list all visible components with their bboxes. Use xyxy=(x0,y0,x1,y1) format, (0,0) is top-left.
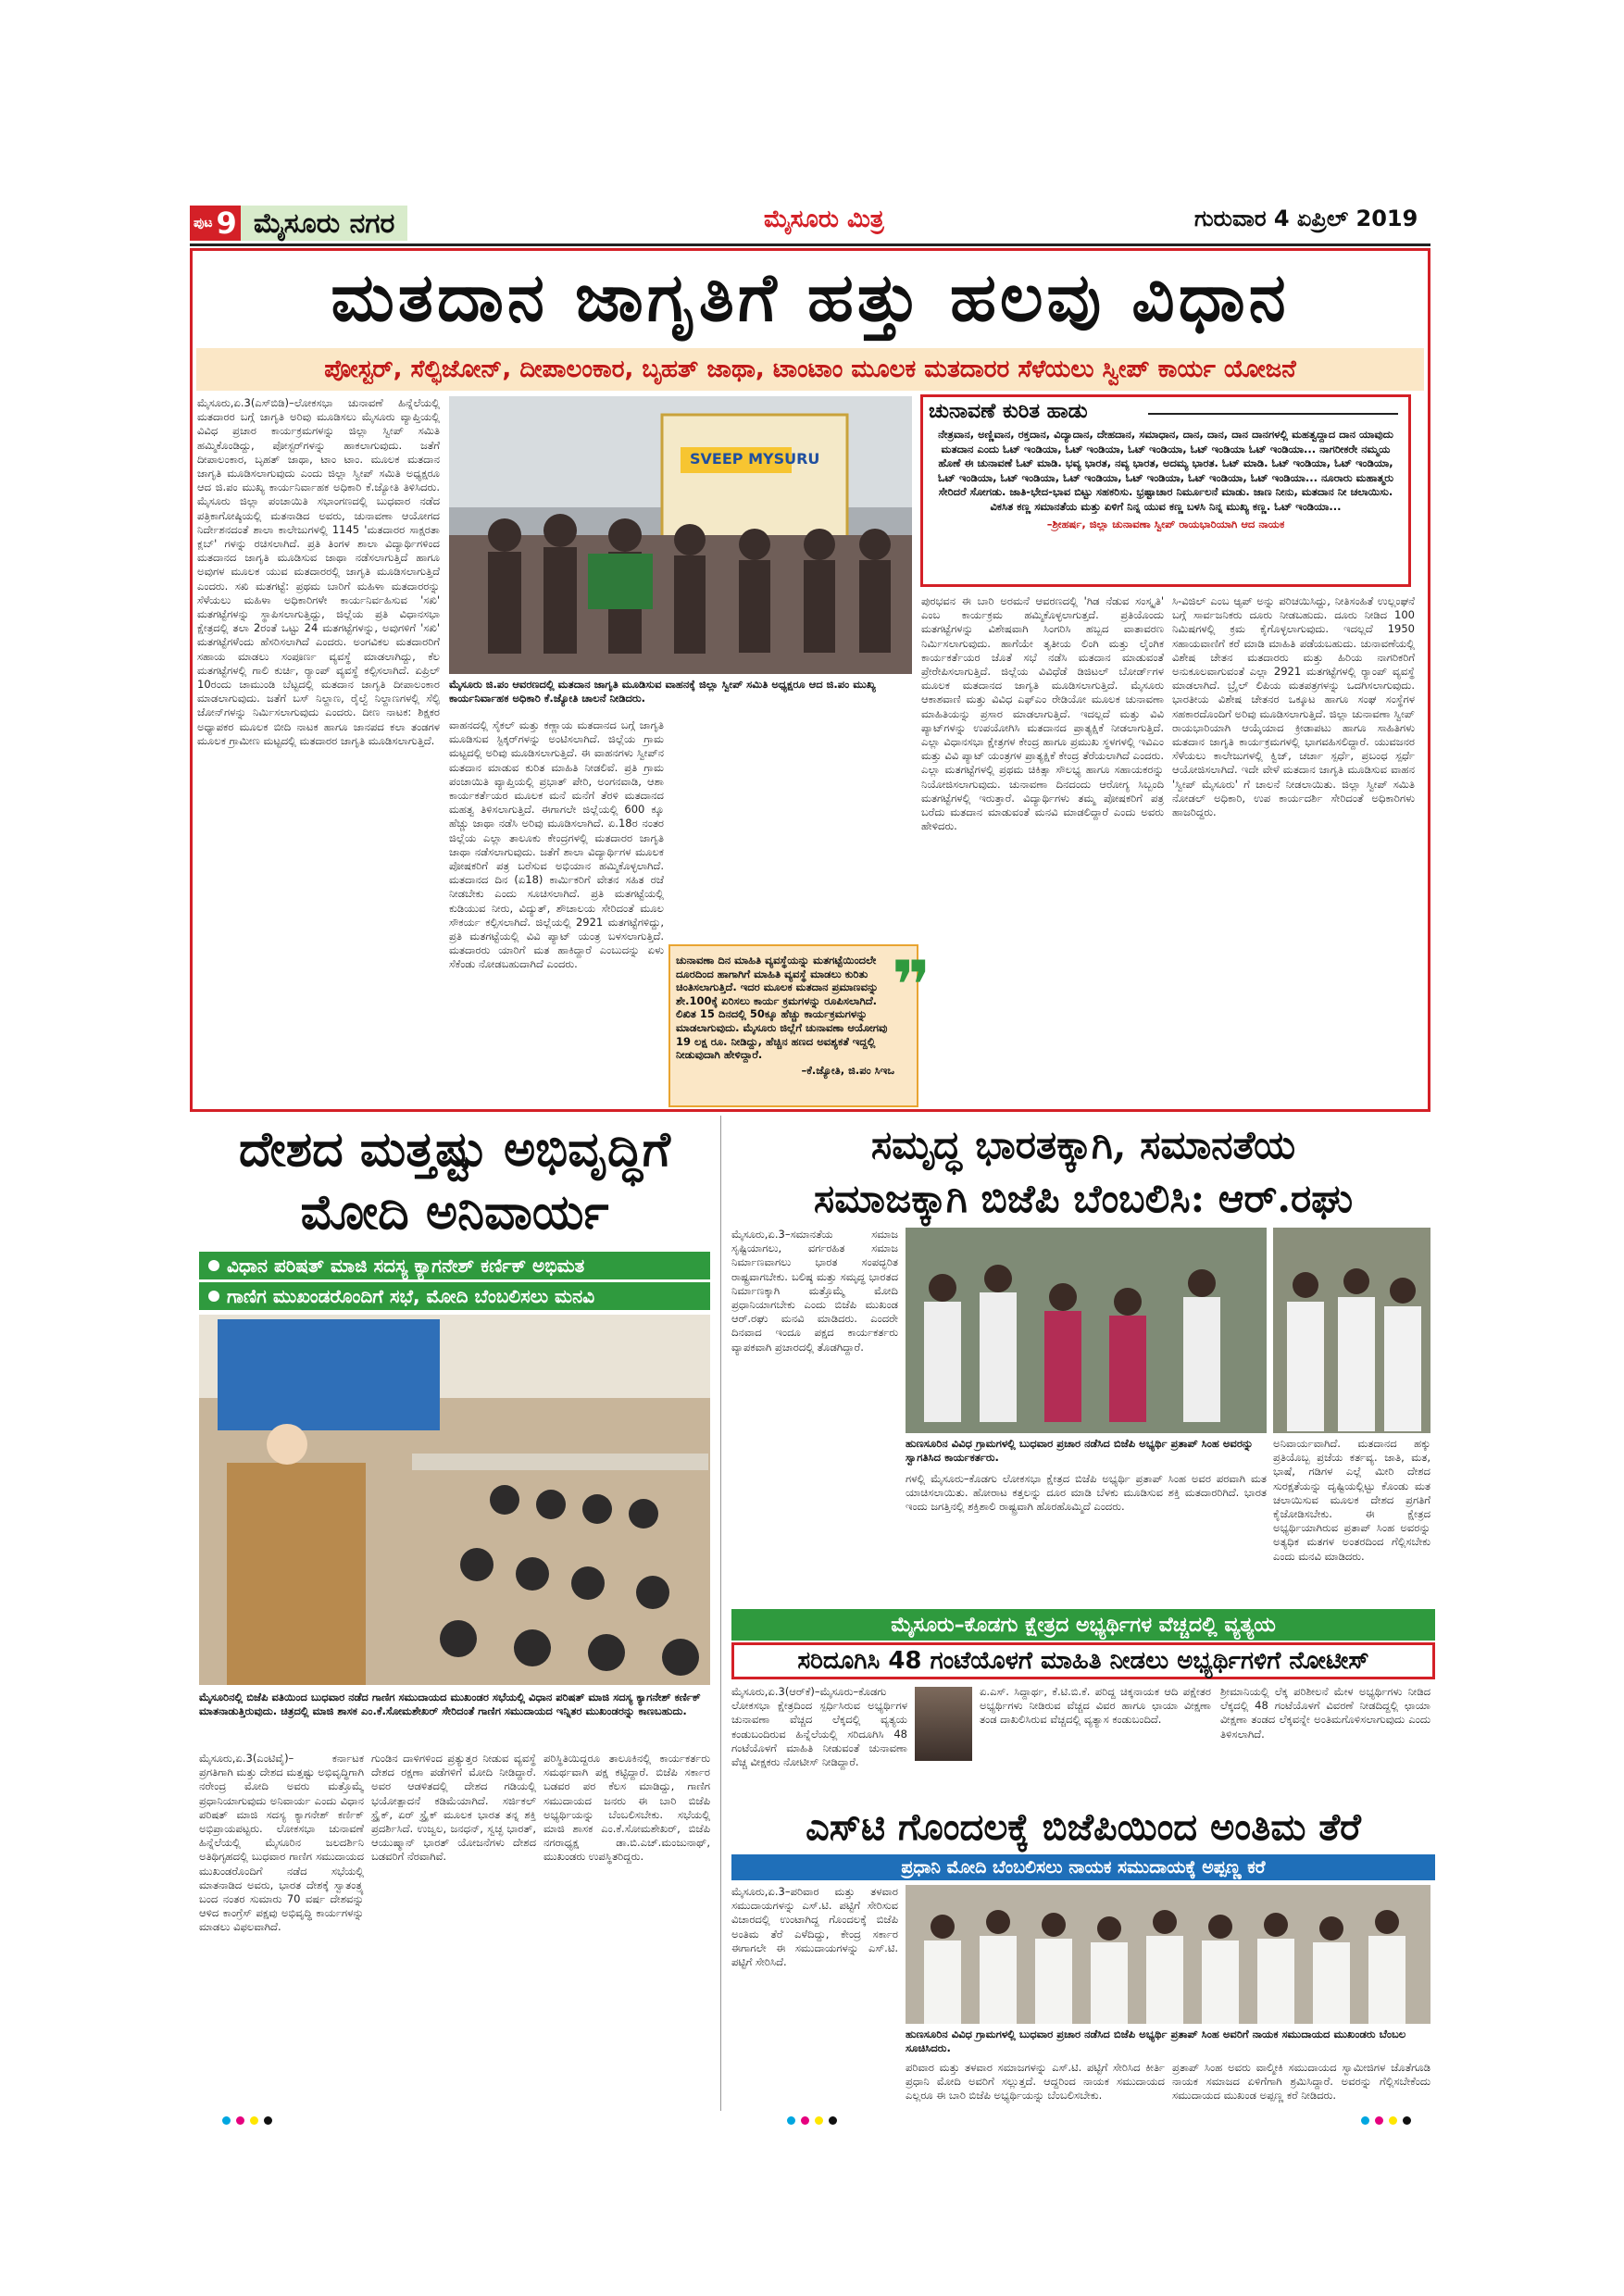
prathap-simha-campaign-photo xyxy=(906,1228,1267,1433)
notice-col3: ಶ್ರೀಮಾನಿಯಲ್ಲಿ ಲೆಕ್ಕ ಪರಿಶೀಲನೆ ಮೇಳ ಅಭ್ಯರ್ಥಿಗಳು ನೀಡಿದ ಲೆಕ್ಕದಲ್ಲಿ 48 ಗಂಟೆಯೊಳಗೆ ವಿವರಣೆ ನೀಡದಿದ್ದಲ್ಲಿ ಛಾಯಾ ವೀಕ್ಷಣಾ ತಂಡದ ಲೆಕ್ಕವನ್ನೇ ಅಂತಿಮಗೊಳಿಸಲಾಗುವುದು ಎಂದು ತಿಳಿಸಲಾಗಿದೆ. xyxy=(1220,1685,1430,1741)
magenta-dot-icon xyxy=(801,2116,809,2125)
raghu-headline-line1: ಸಮೃದ್ಧ ಭಾರತಕ್ಕಾಗಿ, ಸಮಾನತೆಯ xyxy=(870,1122,1296,1167)
song-title: ಚುನಾವಣೆ ಕುರಿತ ಹಾಡು xyxy=(929,400,1088,423)
modi-col2: ಗುಂಡಿನ ದಾಳಿಗಳಿಂದ ಪ್ರತ್ಯುತ್ತರ ನೀಡುವ ವ್ಯವಸ್ಥೆ ದೇಶದ ರಕ್ಷಣಾ ಪಡೆಗಳಿಗೆ ಮೋದಿ ನೀಡಿದ್ದಾರೆ. ಅವರ ಆಡಳಿತದಲ್ಲಿ ದೇಶದ ಗಡಿಯಲ್ಲಿ ಭಯೋತ್ಪಾದನೆ ಕಡಿಮೆಯಾಗಿದೆ. ಸರ್ಜಿಕಲ್ ಸ್ಟ್ರೈಕ್, ಏರ್ ಸ್ಟ್ರೈಕ್ ಮೂಲಕ ಭಾರತ ತನ್ನ ಶಕ್ತಿ ಪ್ರದರ್ಶಿಸಿದೆ. ಉಜ್ವಲ, ಜನಧನ್, ಸ್ವಚ್ಛ ಭಾರತ್, ಆಯುಷ್ಮಾನ್ ಭಾರತ್ ಯೋಜನೆಗಳು ದೇಶದ ಬಡವರಿಗೆ ನೆರವಾಗಿವೆ. xyxy=(371,1752,536,1864)
main-headline: ಮತದಾನ ಜಾಗೃತಿಗೆ ಹತ್ತು ಹಲವು ವಿಧಾನ xyxy=(331,257,1290,336)
quote-attribution: –ಕೆ.ಜ್ಯೋತಿ, ಜಿ.ಪಂ ಸಿಇಒ xyxy=(801,1063,894,1077)
notice-col1: ಮೈಸೂರು,ಏ.3(ಆರ್‌ಕೆ)–ಮೈಸೂರು–ಕೊಡಗು ಲೋಕಸಭಾ ಕ್ಷೇತ್ರದಿಂದ ಸ್ಪರ್ಧಿಸಿರುವ ಅಭ್ಯರ್ಥಿಗಳ ಚುನಾವಣಾ ವೆಚ್ಚದ ಲೆಕ್ಕದಲ್ಲಿ ವ್ಯತ್ಯಯ ಕಂಡುಬಂದಿರುವ ಹಿನ್ನೆಲೆಯಲ್ಲಿ ಸರಿದೂಗಿಸಿ 48 ಗಂಟೆಯೊಳಗೆ ಮಾಹಿತಿ ನೀಡುವಂತೆ ಚುನಾವಣಾ ವೆಚ್ಚ ವೀಕ್ಷಕರು ನೋಟೀಸ್ ನೀಡಿದ್ದಾರೆ. xyxy=(731,1685,907,1769)
section-name: ಮೈಸೂರು ನಗರ xyxy=(241,206,408,241)
black-dot-icon xyxy=(829,2116,837,2125)
page-header-left xyxy=(190,206,407,241)
bullet-1 xyxy=(199,1252,710,1279)
cyan-dot-icon xyxy=(1361,2116,1369,2125)
black-dot-icon xyxy=(264,2116,272,2125)
modi-headline-line2: ಮೋದಿ ಅನಿವಾರ್ಯ xyxy=(300,1184,609,1241)
song-author: –ಶ್ರೀಹರ್ಷ, ಜಿಲ್ಲಾ ಚುನಾವಣಾ ಸ್ವೀಪ್ ರಾಯಭಾರಿಯಾಗಿ ಆದ ನಾಯಕ xyxy=(1046,517,1285,530)
modi-headline xyxy=(199,1118,710,1244)
cyan-dot-icon xyxy=(222,2116,231,2125)
ganiga-meeting-photo xyxy=(199,1315,710,1685)
black-dot-icon xyxy=(1403,2116,1411,2125)
nayaka-illustration xyxy=(906,1885,1430,2024)
page-label: ಪುಟ xyxy=(194,216,213,231)
sweep-vehicle-photo xyxy=(449,396,912,674)
modi-col3: ಪರಿಸ್ಥಿತಿಯಿದ್ದರೂ ತಾಲೂಕಿನಲ್ಲಿ ಕಾರ್ಯಕರ್ತರು ಸಮರ್ಥವಾಗಿ ಪಕ್ಷ ಕಟ್ಟಿದ್ದಾರೆ. ಬಿಜೆಪಿ ಸರ್ಕಾರ ಬಡವರ ಪರ ಕೆಲಸ ಮಾಡಿದ್ದು, ಗಾಣಿಗ ಸಮುದಾಯದ ಜನರು ಈ ಬಾರಿ ಬಿಜೆಪಿ ಅಭ್ಯರ್ಥಿಯನ್ನು ಬೆಂಬಲಿಸಬೇಕು. ಸಭೆಯಲ್ಲಿ ಮಾಜಿ ಶಾಸಕ ಎಂ.ಕೆ.ಸೋಮಶೇಖರ್, ಬಿಜೆಪಿ ನಗರಾಧ್ಯಕ್ಷ ಡಾ.ಬಿ.ಎಚ್.ಮಂಜುನಾಥ್, ಮುಖಂಡರು ಉಪಸ್ಥಿತರಿದ್ದರು. xyxy=(543,1752,710,1864)
st-headline: ಎಸ್‌ಟಿ ಗೊಂದಲಕ್ಕೆ ಬಿಜೆಪಿಯಿಂದ ಅಂತಿಮ ತೆರೆ xyxy=(806,1805,1361,1849)
modi-bullets xyxy=(199,1252,710,1313)
nayaka-caption: ಹುಣಸೂರಿನ ವಿವಿಧ ಗ್ರಾಮಗಳಲ್ಲಿ ಬುಧವಾರ ಪ್ರಚಾರ ನಡೆಸಿದ ಬಿಜೆಪಿ ಅಭ್ಯರ್ಥಿ ಪ್ರತಾಪ್ ಸಿಂಹ ಅವರಿಗೆ ನಾಯಕ ಸಮುದಾಯದ ಮುಖಂಡರು ಬೆಂಬಲ ಸೂಚಿಸಿದರು. xyxy=(906,2028,1406,2054)
main-story-col1: ಮೈಸೂರು,ಏ.3(ಎಸ್‌ಬಿಡಿ)–ಲೋಕಸಭಾ ಚುನಾವಣೆ ಹಿನ್ನೆಲೆಯಲ್ಲಿ ಮತದಾರರ ಬಗ್ಗೆ ಜಾಗೃತಿ ಅರಿವು ಮೂಡಿಸಲು ಮೈಸೂರು ವ್ಯಾಪ್ತಿಯಲ್ಲಿ ವಿವಿಧ ಪ್ರಚಾರ ಕಾರ್ಯಕ್ರಮಗಳನ್ನು ಜಿಲ್ಲಾ ಸ್ವೀಪ್ ಸಮಿತಿ ಹಮ್ಮಿಕೊಂಡಿದ್ದು, ಪೋಸ್ಟರ್‌ಗಳನ್ನು ಹಾಕಲಾಗುವುದು. ಜತೆಗೆ ದೀಪಾಲಂಕಾರ, ಬೃಹತ್ ಜಾಥಾ, ಟಾಂ ಟಾಂ. ಮೂಲಕ ಮತದಾನ ಜಾಗೃತಿ ಮೂಡಿಸಲಾಗುವುದು ಎಂದು ಜಿಲ್ಲಾ ಸ್ವೀಪ್ ಸಮಿತಿ ಅಧ್ಯಕ್ಷರೂ ಆದ ಜಿ.ಪಂ ಮುಖ್ಯ ಕಾರ್ಯನಿರ್ವಾಹಕ ಅಧಿಕಾರಿ ಕೆ.ಜ್ಯೋತಿ ತಿಳಿಸಿದರು. ಮೈಸೂರು ಜಿಲ್ಲಾ ಪಂಚಾಯಿತಿ ಸಭಾಂಗಣದಲ್ಲಿ ಬುಧವಾರ ನಡೆದ ಪತ್ರಿಕಾಗೋಷ್ಠಿಯಲ್ಲಿ ಮತನಾಡಿದ ಅವರು, ಚುನಾವಣಾ ಆಯೋಗದ ನಿರ್ದೇಶನದಂತೆ ಶಾಲಾ ಕಾಲೇಜುಗಳಲ್ಲಿ 1145 'ಮತದಾರರ ಸಾಕ್ಷರತಾ ಕ್ಲಬ್' ಗಳನ್ನು ರಚಿಸಲಾಗಿದೆ. ಪ್ರತಿ ತಿಂಗಳ ಶಾಲಾ ವಿದ್ಯಾರ್ಥಿಗಳಿಂದ ಮತದಾನದ ಜಾಗೃತಿ ಮೂಡಿಸುವ ಜಾಥಾ ನಡೆಸಲಾಗುತ್ತಿದೆ ಹಾಗೂ ಅವುಗಳ ಮೂಲಕ ಯುವ ಮತದಾರರಲ್ಲಿ ಜಾಗೃತಿ ಮೂಡಿಸಲಾಗುತ್ತಿದೆ ಎಂದರು. ಸಖಿ ಮತಗಟ್ಟೆ: ಪ್ರಥಮ ಬಾರಿಗೆ ಮಹಿಳಾ ಮತದಾರರನ್ನು ಸೆಳೆಯಲು ಮಹಿಳಾ ಅಧಿಕಾರಿಗಳೇ ಕಾರ್ಯನಿರ್ವಹಿಸುವ 'ಸಖಿ' ಮತಗಟ್ಟೆಗಳನ್ನು ಸ್ಥಾಪಿಸಲಾಗುತ್ತಿದ್ದು, ಜಿಲ್ಲೆಯ ಪ್ರತಿ ವಿಧಾನಸಭಾ ಕ್ಷೇತ್ರದಲ್ಲಿ ತಲಾ 2ರಂತೆ ಒಟ್ಟು 24 ಮತಗಟ್ಟೆಗಳನ್ನು, ಅವುಗಳಿಗೆ 'ಸಖಿ' ಮತಗಟ್ಟೆಗಳೆಂದು ಹೆಸರಿಸಲಾಗಿದೆ ಎಂದರು. ಅಂಗವಿಕಲ ಮತದಾರರಿಗೆ ಸಹಾಯ ಮಾಡಲು ಸಂಪೂರ್ಣ ವ್ಯವಸ್ಥೆ ಮಾಡಲಾಗಿದ್ದು, ಕೆಲ ಮತಗಟ್ಟೆಗಳಲ್ಲಿ ಗಾಲಿ ಕುರ್ಚಿ, ರ‍್ಯಾಂಪ್ ವ್ಯವಸ್ಥೆ ಕಲ್ಪಿಸಲಾಗಿದೆ. ಏಪ್ರಿಲ್ 10ರಂದು ಚಾಮುಂಡಿ ಬೆಟ್ಟದಲ್ಲಿ ಮತದಾನ ಜಾಗೃತಿ ದೀಪಾಲಂಕಾರ ಮಾಡಲಾಗುವುದು. ಜತೆಗೆ ಬಸ್ ನಿಲ್ದಾಣ, ರೈಲ್ವೆ ನಿಲ್ದಾಣಗಳಲ್ಲಿ ಸೆಲ್ಫಿ ಜೋನ್‌ಗಳನ್ನು ನಿರ್ಮಿಸಲಾಗುವುದು ಎಂದರು. ದೀಣ ನಾಟಕ: ಶಿಕ್ಷಕರ ಅಧ್ಯಾಪಕರ ಮೂಲಕ ಬೀದಿ ನಾಟಕ ಹಾಗೂ ಜಾನಪದ ಕಲಾ ತಂಡಗಳ ಮೂಲಕ ಗ್ರಾಮೀಣ ಮಟ್ಟದಲ್ಲಿ ಮತದಾರರ ಜಾಗೃತಿ ಮೂಡಿಸಲಾಗುತ್ತಿದೆ. xyxy=(197,396,440,747)
header-rule xyxy=(190,243,1430,246)
bullet-2-text: ಗಾಣಿಗ ಮುಖಂಡರೊಂದಿಗೆ ಸಭೆ, ಮೋದಿ ಬೆಂಬಲಿಸಲು ಮನವಿ xyxy=(227,1285,595,1307)
modi-col1: ಮೈಸೂರು,ಏ.3(ಎಂಟಿವೈ)– ಕರ್ನಾಟಕ ಪ್ರಗತಿಗಾಗಿ ಮತ್ತು ದೇಶದ ಮತ್ತಷ್ಟು ಅಭಿವೃದ್ಧಿಗಾಗಿ ನರೇಂದ್ರ ಮೋದಿ ಅವರು ಮತ್ತೊಮ್ಮೆ ಪ್ರಧಾನಿಯಾಗುವುದು ಅನಿವಾರ್ಯ ಎಂದು ವಿಧಾನ ಪರಿಷತ್ ಮಾಜಿ ಸದಸ್ಯ ಕ್ಯಾಗನೇಶ್ ಕರ್ಣಿಕ್ ಅಭಿಪ್ರಾಯಪಟ್ಟರು. ಲೋಕಸಭಾ ಚುನಾವಣೆ ಹಿನ್ನೆಲೆಯಲ್ಲಿ ಮೈಸೂರಿನ ಜಲದರ್ಶಿನಿ ಅತಿಥಿಗೃಹದಲ್ಲಿ ಬುಧವಾರ ಗಾಣಿಗ ಸಮುದಾಯದ ಮುಖಂಡರೊಂದಿಗೆ ನಡೆದ ಸಭೆಯಲ್ಲಿ ಮಾತನಾಡಿದ ಅವರು, ಭಾರತ ದೇಶಕ್ಕೆ ಸ್ವಾತಂತ್ರ್ಯ ಬಂದ ನಂತರ ಸುಮಾರು 70 ವರ್ಷ ದೇಶವನ್ನು ಆಳಿದ ಕಾಂಗ್ರೆಸ್ ಪಕ್ಷವು ಅಭಿವೃದ್ಧಿ ಕಾರ್ಯಗಳನ್ನು ಮಾಡಲು ವಿಫಲವಾಗಿದೆ. xyxy=(199,1752,364,1934)
song-lyrics-text: ನೇತ್ರವಾನ, ಅಣ್ಣಿವಾನ, ರಕ್ತದಾನ, ವಿದ್ಯಾದಾನ, ದೇಹದಾನ, ಸಮಾಧಾನ, ದಾನ, ದಾನ, ದಾನ ದಾನಗಳಲ್ಲಿ ಮಹತ್ವದ್ದಾದ ದಾನ ಯಾವುದು ಮತದಾನ ಎಂದು ಓಟ್ ಇಂಡಿಯಾ, ಓಟ್ ಇಂಡಿಯಾ, ಓಟ್ ಇಂಡಿಯಾ, ಓಟ್ ಇಂಡಿಯಾ ಓಟ್ ಇಂಡಿಯಾ... ನಾಗರೀಕರೇ ನಮ್ಮಯ ಹೊಣೆ ಈ ಚುನಾವಣೆ ಓಟ್ ಮಾಡಿ. ಭವ್ಯ ಭಾರತ, ನವ್ಯ ಭಾರತ, ಅದಮ್ಯ ಭಾರತ. ಓಟ್ ಮಾಡಿ. ಓಟ್ ಇಂಡಿಯಾ, ಓಟ್ ಇಂಡಿಯಾ, ಓಟ್ ಇಂಡಿಯಾ, ಓಟ್ ಇಂಡಿಯಾ, ಓಟ್ ಇಂಡಿಯಾ, ಓಟ್ ಇಂಡಿಯಾ, ಓಟ್ ಇಂಡಿಯಾ, ಓಟ್ ಇಂಡಿಯಾ... ನೂರಾರು ಮಹಾತ್ಮರು ಸೇರಿದರೆ ಸೋಗಡು. ಜಾತಿ-ಭೇದ-ಭಾವ ಬಿಟ್ಟು ಸಹಕರಿಸು. ಭ್ರಷ್ಟಾಚಾರ ನಿರ್ಮೂಲನೆ ಮಾಡು. ಜಾಣ ನೀನು, ಮತದಾನ ನೀ ಚಲಾಯಿಸು. ವಿಕಸಿತ ಕಣ್ಣ ಸಮಾನತೆಯ ಮತ್ತು ಏಳಿಗೆ ನಿನ್ನ ಯುವ ಕಣ್ಣ ಬಳಸಿ ನಿನ್ನ ಮುಖ್ಯ ಕಣ್ಣ. ಓಟ್ ಇಂಡಿಯಾ... xyxy=(937,428,1394,513)
newspaper-logo: ಮೈಸೂರು ಮಿತ್ರ xyxy=(764,206,884,233)
magenta-dot-icon xyxy=(1375,2116,1383,2125)
yellow-dot-icon xyxy=(1389,2116,1397,2125)
supporters-illustration xyxy=(1273,1228,1430,1433)
bullet-1-text: ವಿಧಾನ ಪರಿಷತ್ ಮಾಜಿ ಸದಸ್ಯ ಕ್ಯಾಗನೇಶ್ ಕರ್ಣಿಕ್ ಅಭಿಮತ xyxy=(227,1254,585,1277)
quote-text: ಚುನಾವಣಾ ದಿನ ಮಾಹಿತಿ ವ್ಯವಸ್ಥೆಯನ್ನು ಮತಗಟ್ಟೆಯಿಂದಲೇ ದೂರದಿಂದ ಹಾಗಾಗಿಗೆ ಮಾಹಿತಿ ವ್ಯವಸ್ಥೆ ಮಾಡಲು ಕುರಿತು ಚಿಂತಿಸಲಾಗುತ್ತಿದೆ. ಇದರ ಮೂಲಕ ಮತದಾನ ಪ್ರಮಾಣವನ್ನು ಶೇ.100ಕ್ಕೆ ಏರಿಸಲು ಕಾರ್ಯ ಕ್ರಮಗಳನ್ನು ರೂಪಿಸಲಾಗಿದೆ. ಲಿಖಿತ 15 ದಿನದಲ್ಲಿ 50ಕ್ಕೂ ಹೆಚ್ಚು ಕಾರ್ಯಕ್ರಮಗಳನ್ನು ಮಾಡಲಾಗುವುದು. ಮೈಸೂರು ಜಿಲ್ಲೆಗೆ ಚುನಾವಣಾ ಆಯೋಗವು 19 ಲಕ್ಷ ರೂ. ನೀಡಿದ್ದು, ಹೆಚ್ಚಿನ ಹಣದ ಅವಶ್ಯಕತೆ ಇದ್ದಲ್ಲಿ ನೀಡುವುದಾಗಿ ಹೇಳಿದ್ದಾರೆ. xyxy=(676,954,888,1062)
registration-marks-left xyxy=(222,2116,272,2125)
st-col3: ಪ್ರತಾಪ್ ಸಿಂಹ ಅವರು ವಾಲ್ಮೀಕಿ ಸಮುದಾಯದ ಸ್ವಾಮೀಜಿಗಳ ಜೊತೆಗೂಡಿ ನಾಯಕ ಸಮಾಜದ ಏಳಿಗೆಗಾಗಿ ಶ್ರಮಿಸಿದ್ದಾರೆ. ಅವರನ್ನು ಗೆಲ್ಲಿಸಬೇಕೆಂದು ಸಮುದಾಯದ ಮುಖಂಡ ಅಪ್ಪಣ್ಣ ಕರೆ ನೀಡಿದರು. xyxy=(1172,2061,1430,2103)
modi-headline-line1: ದೇಶದ ಮತ್ತಷ್ಟು ಅಭಿವೃದ್ಧಿಗೆ xyxy=(238,1121,671,1178)
quote-mark-icon: ❞ xyxy=(892,946,931,1024)
page-number-badge xyxy=(190,206,241,241)
registration-marks-center xyxy=(787,2116,837,2125)
notice-col2: ಏ.ಎಸ್. ಸಿದ್ದಾರ್ಥ, ಕೆ.ಟಿ.ಬಿ.ಕೆ. ಪರಿದ್ದ ಚಿಕ್ಕನಾಯಕ ಆದಿ ಪಕ್ಷೇತರ ಅಭ್ಯರ್ಥಿಗಳು ನೀಡಿರುವ ವೆಚ್ಚದ ವಿವರ ಹಾಗೂ ಛಾಯಾ ವೀಕ್ಷಣಾ ತಂಡ ದಾಖಲಿಸಿರುವ ವೆಚ್ಚದಲ್ಲಿ ವ್ಯತ್ಯಾಸ ಕಂಡುಬಂದಿದೆ. xyxy=(980,1685,1211,1727)
campaign-illustration xyxy=(906,1228,1267,1433)
ceo-quote xyxy=(676,954,894,1102)
notice-strapline: ಮೈಸೂರು–ಕೊಡಗು ಕ್ಷೇತ್ರದ ಅಭ್ಯರ್ಥಿಗಳ ವೆಚ್ಚದಲ್ಲಿ ವ್ಯತ್ಯಯ xyxy=(731,1609,1435,1641)
main-strapline: ಪೋಸ್ಟರ್, ಸೆಲ್ಫಿಜೋನ್, ದೀಪಾಲಂಕಾರ, ಬೃಹತ್ ಜಾಥಾ, ಟಾಂಟಾಂ ಮೂಲಕ ಮತದಾರರ ಸೆಳೆಯಲು ಸ್ವೀಪ್ ಕಾರ್ಯ ಯೋಜನೆ xyxy=(196,348,1424,391)
campaign-caption: ಹುಣಸೂರಿನ ವಿವಿಧ ಗ್ರಾಮಗಳಲ್ಲಿ ಬುಧವಾರ ಪ್ರಚಾರ ನಡೆಸಿದ ಬಿಜೆಪಿ ಅಭ್ಯರ್ಥಿ ಪ್ರತಾಪ್ ಸಿಂಹ ಅವರನ್ನು ಸ್ವಾಗತಿಸಿದ ಕಾರ್ಯಕರ್ತರು. xyxy=(906,1437,1254,1464)
magenta-dot-icon xyxy=(236,2116,244,2125)
page-number: 9 xyxy=(216,206,237,241)
bullet-dot-icon xyxy=(208,1291,219,1302)
song-lyrics xyxy=(930,428,1402,576)
yellow-dot-icon xyxy=(815,2116,823,2125)
ganiga-caption: ಮೈಸೂರಿನಲ್ಲಿ ಬಿಜೆಪಿ ವತಿಯಿಂದ ಬುಧವಾರ ನಡೆದ ಗಾಣಿಗ ಸಮುದಾಯದ ಮುಖಂಡರ ಸಭೆಯಲ್ಲಿ ವಿಧಾನ ಪರಿಷತ್ ಮಾಜಿ ಸದಸ್ಯ ಕ್ಯಾಗನೇಶ್ ಕರ್ಣಿಕ್ ಮಾತನಾಡುತ್ತಿರುವುದು. ಚಿತ್ರದಲ್ಲಿ ಮಾಜಿ ಶಾಸಕ ಎಂ.ಕೆ.ಸೋಮಶೇಖರ್ ಸೇರಿದಂತೆ ಗಾಣಿಗ ಸಮುದಾಯದ ಇನ್ನಿತರ ಮುಖಂಡರನ್ನು ಕಾಣಬಹುದು. xyxy=(199,1691,701,1717)
officer-portrait xyxy=(915,1687,972,1761)
issue-date: ಗುರುವಾರ 4 ಏಪ್ರಿಲ್ 2019 xyxy=(1194,206,1418,231)
st-col2: ಪರಿವಾರ ಮತ್ತು ತಳವಾರ ಸಮಾಜಗಳನ್ನು ಎಸ್.ಟಿ. ಪಟ್ಟಿಗೆ ಸೇರಿಸಿದ ಕೀರ್ತಿ ಪ್ರಧಾನಿ ಮೋದಿ ಅವರಿಗೆ ಸಲ್ಲುತ್ತದೆ. ಆದ್ದರಿಂದ ನಾಯಕ ಸಮುದಾಯದ ಎಲ್ಲರೂ ಈ ಬಾರಿ ಬಿಜೆಪಿ ಅಭ್ಯರ್ಥಿಯನ್ನು ಬೆಂಬಲಿಸಬೇಕು. xyxy=(906,2061,1165,2103)
raghu-headline xyxy=(731,1118,1435,1226)
raghu-col1: ಮೈಸೂರು,ಏ.3–ಸಮಾನತೆಯ ಸಮಾಜ ಸೃಷ್ಟಿಯಾಗಲು, ವರ್ಗರಹಿತ ಸಮಾಜ ನಿರ್ಮಾಣವಾಗಲು ಭಾರತ ಸಂಪದ್ಭರಿತ ರಾಷ್ಟ್ರವಾಗಬೇಕು. ಬಲಿಷ್ಠ ಮತ್ತು ಸಮೃದ್ಧ ಭಾರತದ ನಿರ್ಮಾಣಕ್ಕಾಗಿ ಮತ್ತೊಮ್ಮೆ ಮೋದಿ ಪ್ರಧಾನಿಯಾಗಬೇಕು ಎಂದು ಬಿಜೆಪಿ ಮುಖಂಡ ಆರ್.ರಘು ಮನವಿ ಮಾಡಿದರು. ಎಂದರೇ ದಿನವಾದ ಇಂದೂ ಪಕ್ಷದ ಕಾರ್ಯಕರ್ತರು ವ್ಯಾಪಕವಾಗಿ ಪ್ರಚಾರದಲ್ಲಿ ತೊಡಗಿದ್ದಾರೆ. xyxy=(731,1228,898,1354)
photo1-caption: ಮೈಸೂರು ಜಿ.ಪಂ ಆವರಣದಲ್ಲಿ ಮತದಾನ ಜಾಗೃತಿ ಮೂಡಿಸುವ ವಾಹನಕ್ಕೆ ಜಿಲ್ಲಾ ಸ್ವೀಪ್ ಸಮಿತಿ ಅಧ್ಯಕ್ಷರೂ ಆದ ಜಿ.ಪಂ ಮುಖ್ಯ ಕಾರ್ಯನಿರ್ವಾಹಕ ಅಧಿಕಾರಿ ಕೆ.ಜ್ಯೋತಿ ಚಾಲನೆ ನೀಡಿದರು. xyxy=(449,678,876,705)
registration-marks-right xyxy=(1361,2116,1411,2125)
main-story-col2: ವಾಹನದಲ್ಲಿ ಸೈಕಲ್ ಮತ್ತು ಕಣ್ಣಾಯ ಮತದಾನದ ಬಗ್ಗೆ ಜಾಗೃತಿ ಮೂಡಿಸುವ ಸ್ಟಿಕ್ಕರ್‌ಗಳನ್ನು ಅಂಟಿಸಲಾಗಿದೆ. ಜಿಲ್ಲೆಯ ಗ್ರಾಮ ಮಟ್ಟದಲ್ಲಿ ಅರಿವು ಮೂಡಿಸಲಾಗುತ್ತಿದೆ. ಈ ವಾಹನಗಳು ಸ್ವೀಪ್‌ನ ಮತದಾನ ಮಾಡುವ ಕುರಿತ ಮಾಹಿತಿ ನೀಡಲಿವೆ. ಪ್ರತಿ ಗ್ರಾಮ ಪಂಚಾಯಿತಿ ವ್ಯಾಪ್ತಿಯಲ್ಲಿ ಪ್ರಭಾತ್ ಪೇರಿ, ಅಂಗನವಾಡಿ, ಆಶಾ ಕಾರ್ಯಕರ್ತೆಯರ ಮೂಲಕ ಮನೆ ಮನೆಗೆ ತೆರಳಿ ಮತದಾನದ ಮಹತ್ವ ತಿಳಿಸಲಾಗುತ್ತಿದೆ. ಈಗಾಗಲೇ ಜಿಲ್ಲೆಯಲ್ಲಿ 600 ಕ್ಕೂ ಹೆಚ್ಚು ಜಾಥಾ ನಡೆಸಿ ಅರಿವು ಮೂಡಿಸಲಾಗಿದೆ. ಏ.18ರ ನಂತರ ಜಿಲ್ಲೆಯ ಎಲ್ಲಾ ತಾಲೂಕು ಕೇಂದ್ರಗಳಲ್ಲಿ ಮತದಾರರ ಜಾಗೃತಿ ಜಾಥಾ ನಡೆಸಲಾಗುವುದು. ಜತೆಗೆ ಶಾಲಾ ವಿದ್ಯಾರ್ಥಿಗಳ ಮೂಲಕ ಪೋಷಕರಿಗೆ ಪತ್ರ ಬರೆಸುವ ಅಭಿಯಾನ ಹಮ್ಮಿಕೊಳ್ಳಲಾಗಿದೆ. ಮತದಾನದ ದಿನ (ಏ18) ಕಾರ್ಮಿಕರಿಗೆ ವೇತನ ಸಹಿತ ರಜೆ ನೀಡಬೇಕು ಎಂದು ಸೂಚಿಸಲಾಗಿದೆ. ಪ್ರತಿ ಮತಗಟ್ಟೆಯಲ್ಲಿ ಕುಡಿಯುವ ನೀರು, ವಿದ್ಯುತ್, ಶೌಚಾಲಯ ಸೇರಿದಂತೆ ಮೂಲ ಸೌಕರ್ಯ ಕಲ್ಪಿಸಲಾಗಿದೆ. ಜಿಲ್ಲೆಯಲ್ಲಿ 2921 ಮತಗಟ್ಟೆಗಳಿದ್ದು, ಪ್ರತಿ ಮತಗಟ್ಟೆಯಲ್ಲಿ ವಿವಿ ಪ್ಯಾಟ್ ಯಂತ್ರ ಬಳಸಲಾಗುತ್ತಿದೆ. ಮತದಾರರು ಯಾರಿಗೆ ಮತ ಹಾಕಿದ್ದಾರೆ ಎಂಬುದನ್ನು ಏಳು ಸೆಕೆಂಡು ನೋಡಬಹುದಾಗಿದೆ ಎಂದರು. xyxy=(449,718,664,971)
meeting-illustration xyxy=(199,1315,710,1685)
supporters-photo xyxy=(1273,1228,1430,1433)
notice-headline: ಸರಿದೂಗಿಸಿ 48 ಗಂಟೆಯೊಳಗೆ ಮಾಹಿತಿ ನೀಡಲು ಅಭ್ಯರ್ಥಿಗಳಿಗೆ ನೋಟೀಸ್ xyxy=(731,1642,1435,1679)
raghu-col2: ಗಳಲ್ಲಿ ಮೈಸೂರು–ಕೊಡಗು ಲೋಕಸಭಾ ಕ್ಷೇತ್ರದ ಬಿಜೆಪಿ ಅಭ್ಯರ್ಥಿ ಪ್ರತಾಪ್ ಸಿಂಹ ಅವರ ಪರವಾಗಿ ಮತ ಯಾಚಿಸಲಾಯಿತು. ಹೋರಾಟ ಕತ್ತಲನ್ನು ದೂರ ಮಾಡಿ ಬೆಳಕು ಮೂಡಿಸುವ ಶಕ್ತಿ ಮತದಾರರಿಗಿದೆ. ಭಾರತ ಇಂದು ಜಗತ್ತಿನಲ್ಲಿ ಶಕ್ತಿಶಾಲಿ ರಾಷ್ಟ್ರವಾಗಿ ಹೊರಹೊಮ್ಮಿದೆ ಎಂದರು. xyxy=(906,1472,1267,1514)
main-story-col3: ಪುರಭವನ ಈ ಬಾರಿ ಅರಮನೆ ಆವರಣದಲ್ಲಿ 'ಗಿಡ ನೆಡುವ ಸಂಸ್ಕೃತಿ' ಎಂಬ ಕಾರ್ಯಕ್ರಮ ಹಮ್ಮಿಕೊಳ್ಳಲಾಗುತ್ತದೆ. ಪ್ರತಿಯೊಂದು ಮತಗಟ್ಟೆಗಳನ್ನು ವಿಶೇಷವಾಗಿ ಸಿಂಗರಿಸಿ ಹಬ್ಬದ ವಾತಾವರಣ ನಿರ್ಮಿಸಲಾಗುವುದು. ಹಾಗೆಯೇ ತೃತೀಯ ಲಿಂಗಿ ಮತ್ತು ಲೈಂಗಿಕ ಕಾರ್ಯಕರ್ತೆಯರ ಜೊತೆ ಸಭೆ ನಡೆಸಿ ಮತದಾನ ಮಾಡುವಂತೆ ಪ್ರೇರೇಪಿಸಲಾಗುತ್ತಿದೆ. ಜಿಲ್ಲೆಯ ವಿವಿಧೆಡೆ ಡಿಜಿಟಲ್ ಬೋರ್ಡ್‌ಗಳ ಮೂಲಕ ಮತದಾನದ ಜಾಗೃತಿ ಮೂಡಿಸಲಾಗುತ್ತಿದೆ. ಮೈಸೂರು ಆಕಾಶವಾಣಿ ಮತ್ತು ವಿವಿಧ ಎಫ್‌ಎಂ ರೇಡಿಯೋ ಮೂಲಕ ಚುನಾವಣಾ ಮಾಹಿತಿಯನ್ನು ಪ್ರಸಾರ ಮಾಡಲಾಗುತ್ತಿದೆ. ಇದಲ್ಲದೆ ಮತ್ತು ವಿವಿ ಪ್ಯಾಟ್‌ಗಳನ್ನು ಉಪಯೋಗಿಸಿ ಮತದಾನದ ಪ್ರಾತ್ಯಕ್ಷಿಕೆ ನೀಡಲಾಗುತ್ತಿದೆ. ಎಲ್ಲಾ ವಿಧಾನಸಭಾ ಕ್ಷೇತ್ರಗಳ ಕೇಂದ್ರ ಹಾಗೂ ಪ್ರಮುಖ ಸ್ಥಳಗಳಲ್ಲಿ ಇವಿಎಂ ಮತ್ತು ವಿವಿ ಪ್ಯಾಟ್ ಯಂತ್ರಗಳ ಪ್ರಾತ್ಯಕ್ಷಿಕೆ ಕೇಂದ್ರ ತೆರೆಯಲಾಗಿದೆ ಎಂದರು. ಎಲ್ಲಾ ಮತಗಟ್ಟೆಗಳಲ್ಲಿ ಪ್ರಥಮ ಚಿಕಿತ್ಸಾ ಸೌಲಭ್ಯ ಹಾಗೂ ಸಹಾಯಕರನ್ನು ನಿಯೋಜಿಸಲಾಗುವುದು. ಚುನಾವಣಾ ದಿನದಂದು ಆರೋಗ್ಯ ಸಿಬ್ಬಂದಿ ಮತಗಟ್ಟೆಗಳಲ್ಲಿ ಇರುತ್ತಾರೆ. ವಿದ್ಯಾರ್ಥಿಗಳು ತಮ್ಮ ಪೋಷಕರಿಗೆ ಪತ್ರ ಬರೆದು ಮತದಾನ ಮಾಡುವಂತೆ ಮನವಿ ಮಾಡಲಿದ್ದಾರೆ ಎಂದು ಅವರು ಹೇಳಿದರು. xyxy=(921,594,1164,833)
photo-illustration xyxy=(449,396,912,674)
st-strapline: ಪ್ರಧಾನಿ ಮೋದಿ ಬೆಂಬಲಿಸಲು ನಾಯಕ ಸಮುದಾಯಕ್ಕೆ ಅಪ್ಪಣ್ಣ ಕರೆ xyxy=(731,1854,1435,1880)
cyan-dot-icon xyxy=(787,2116,795,2125)
raghu-col3: ಅನಿವಾರ್ಯವಾಗಿದೆ. ಮತದಾನದ ಹಕ್ಕು ಪ್ರತಿಯೊಬ್ಬ ಪ್ರಜೆಯ ಕರ್ತವ್ಯ. ಜಾತಿ, ಮತ, ಭಾಷೆ, ಗಡಿಗಳ ಎಲ್ಲೆ ಮೀರಿ ದೇಶದ ಸುರಕ್ಷತೆಯನ್ನು ದೃಷ್ಟಿಯಲ್ಲಿಟ್ಟು ಕೊಂಡು ಮತ ಚಲಾಯಿಸುವ ಮೂಲಕ ದೇಶದ ಪ್ರಗತಿಗೆ ಕೈಜೋಡಿಸಬೇಕು. ಈ ಕ್ಷೇತ್ರದ ಅಭ್ಯರ್ಥಿಯಾಗಿರುವ ಪ್ರತಾಪ್ ಸಿಂಹ ಅವರನ್ನು ಅತ್ಯಧಿಕ ಮತಗಳ ಅಂತರದಿಂದ ಗೆಲ್ಲಿಸಬೇಕು ಎಂದು ಮನವಿ ಮಾಡಿದರು. xyxy=(1273,1437,1430,1563)
bullet-2 xyxy=(199,1282,710,1310)
nayaka-community-photo xyxy=(906,1885,1430,2024)
raghu-headline-line2: ಸಮಾಜಕ್ಕಾಗಿ ಬಿಜೆಪಿ ಬೆಂಬಲಿಸಿ: ಆರ್.ರಘು xyxy=(813,1176,1354,1221)
column-divider xyxy=(720,1116,721,2111)
song-title-rule xyxy=(1148,413,1398,415)
sweep-banner-text: SVEEP MYSURU xyxy=(690,450,820,468)
yellow-dot-icon xyxy=(250,2116,258,2125)
main-story-col4: ಸಿ-ವಿಜಿಲ್ ಎಂಬ ಆ್ಯಪ್ ಅನ್ನು ಪರಿಚಯಿಸಿದ್ದು, ನೀತಿಸಂಹಿತೆ ಉಲ್ಲಂಘನೆ ಬಗ್ಗೆ ಸಾರ್ವಜನಿಕರು ದೂರು ನೀಡಬಹುದು. ದೂರು ನೀಡಿದ 100 ನಿಮಿಷಗಳಲ್ಲಿ ಕ್ರಮ ಕೈಗೊಳ್ಳಲಾಗುವುದು. ಇದಲ್ಲದೆ 1950 ಸಹಾಯವಾಣಿಗೆ ಕರೆ ಮಾಡಿ ಮಾಹಿತಿ ಪಡೆಯಬಹುದು. ಚುನಾವಣೆಯಲ್ಲಿ ವಿಶೇಷ ಚೇತನ ಮತದಾರರು ಮತ್ತು ಹಿರಿಯ ನಾಗರಿಕರಿಗೆ ಅನುಕೂಲವಾಗುವಂತೆ ಎಲ್ಲಾ 2921 ಮತಗಟ್ಟೆಗಳಲ್ಲಿ ರ‍್ಯಾಂಪ್ ವ್ಯವಸ್ಥೆ ಮಾಡಲಾಗಿದೆ. ಬ್ರೈಲ್ ಲಿಪಿಯ ಮತಪತ್ರಗಳನ್ನು ಒದಗಿಸಲಾಗುವುದು. ಭಾರತೀಯ ವಿಶೇಷ ಚೇತನರ ಒಕ್ಕೂಟ ಹಾಗೂ ಸಂಘ ಸಂಸ್ಥೆಗಳ ಸಹಕಾರದೊಂದಿಗೆ ಅರಿವು ಮೂಡಿಸಲಾಗುತ್ತಿದೆ. ಜಿಲ್ಲಾ ಚುನಾವಣಾ ಸ್ವೀಪ್ ರಾಯಭಾರಿಯಾಗಿ ಆಯ್ಕೆಯಾದ ಕ್ರೀಡಾಪಟು ಹಾಗೂ ಸಾಹಿತಿಗಳು ಮತದಾನ ಜಾಗೃತಿ ಕಾರ್ಯಕ್ರಮಗಳಲ್ಲಿ ಭಾಗವಹಿಸಲಿದ್ದಾರೆ. ಯುವಜನರ ಸೆಳೆಯಲು ಕಾಲೇಜುಗಳಲ್ಲಿ ಕ್ವಿಜ್, ಚರ್ಚಾ ಸ್ಪರ್ಧೆ, ಪ್ರಬಂಧ ಸ್ಪರ್ಧೆ ಆಯೋಜಿಸಲಾಗಿದೆ. ಇದೇ ವೇಳೆ ಮತದಾನ ಜಾಗೃತಿ ಮೂಡಿಸುವ ವಾಹನ 'ಸ್ವೀಪ್ ಮೈಸೂರು' ಗೆ ಚಾಲನೆ ನೀಡಲಾಯಿತು. ಜಿಲ್ಲಾ ಸ್ವೀಪ್ ಸಮಿತಿ ನೋಡಲ್ ಅಧಿಕಾರಿ, ಉಪ ಕಾರ್ಯದರ್ಶಿ ಸೇರಿದಂತೆ ಅಧಿಕಾರಿಗಳು ಹಾಜರಿದ್ದರು. xyxy=(1172,594,1415,819)
bullet-dot-icon xyxy=(208,1260,219,1271)
st-col1: ಮೈಸೂರು,ಏ.3–ಪರಿವಾರ ಮತ್ತು ತಳವಾರ ಸಮುದಾಯಗಳನ್ನು ಎಸ್.ಟಿ. ಪಟ್ಟಿಗೆ ಸೇರಿಸುವ ವಿಚಾರದಲ್ಲಿ ಉಂಟಾಗಿದ್ದ ಗೊಂದಲಕ್ಕೆ ಬಿಜೆಪಿ ಅಂತಿಮ ತೆರೆ ಎಳೆದಿದ್ದು, ಕೇಂದ್ರ ಸರ್ಕಾರ ಈಗಾಗಲೇ ಈ ಸಮುದಾಯಗಳನ್ನು ಎಸ್.ಟಿ. ಪಟ್ಟಿಗೆ ಸೇರಿಸಿದೆ. xyxy=(731,1885,898,1969)
